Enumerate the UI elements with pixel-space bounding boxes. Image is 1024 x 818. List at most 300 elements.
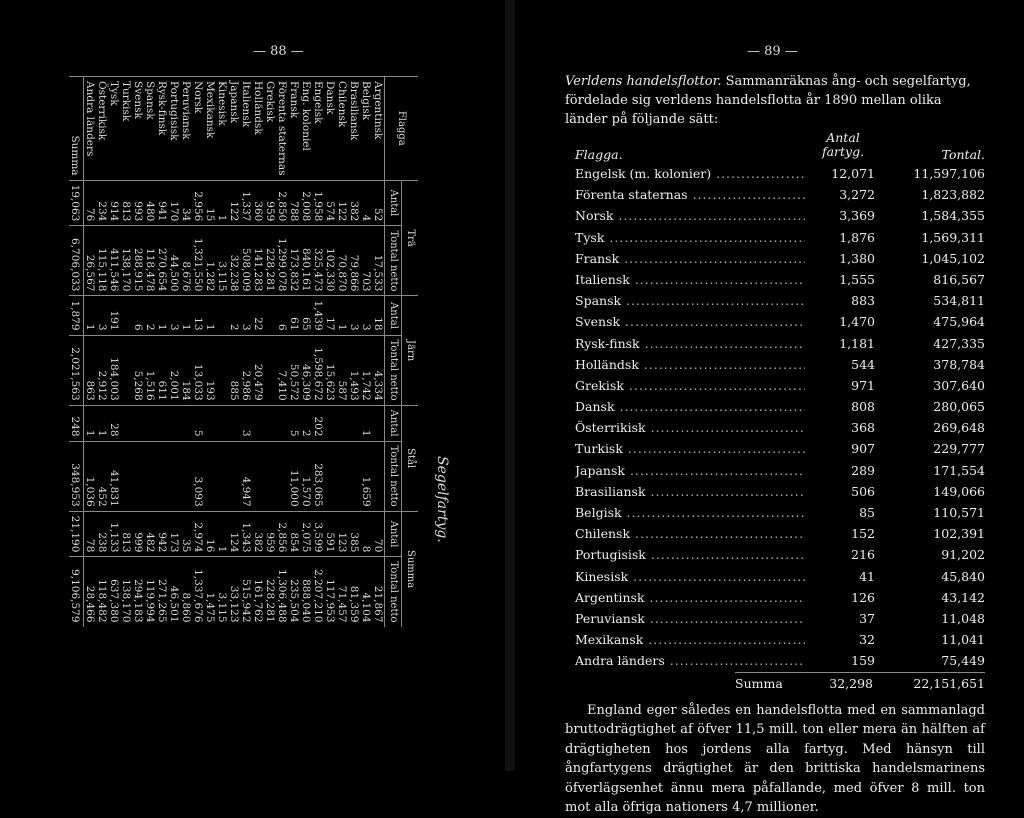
row-cell: 8,676 [180, 226, 192, 296]
row-cell: 4 [360, 180, 372, 226]
col-antal: Antal fartyg. [821, 130, 865, 159]
list-item-antal: 971 [813, 375, 875, 396]
row-cell [168, 441, 180, 511]
row-cell: 117,953 [324, 557, 336, 627]
row-cell: 270,654 [156, 226, 168, 296]
row-cell: 1 [156, 296, 168, 335]
row-cell: 508,009 [240, 226, 252, 296]
row-cell: 2 [300, 405, 312, 441]
list-item-flag: Italiensk ..... [575, 269, 805, 290]
row-cell [120, 441, 132, 511]
row-cell: 238 [96, 511, 108, 557]
row-flag: Fransk [288, 77, 300, 181]
list-item-flag: Norsk ..... [575, 205, 805, 226]
sum-label: Summa [735, 675, 783, 691]
row-cell: 1,958 [312, 180, 324, 226]
row-cell: 44,500 [168, 226, 180, 296]
row-cell [180, 441, 192, 511]
row-cell: 15,623 [324, 335, 336, 405]
row-cell: 703 [360, 226, 372, 296]
row-cell: 184,003 [108, 335, 120, 405]
list-item-tontal: 280,065 [933, 399, 985, 415]
row-cell: 637,380 [108, 557, 120, 627]
row-cell: 382 [348, 180, 360, 226]
fleet-list [565, 163, 985, 672]
right-page [515, 0, 1024, 815]
list-item-antal: 126 [813, 587, 875, 608]
sum-antal: 32,298 [829, 675, 873, 691]
row-cell: 46,501 [168, 557, 180, 627]
list-item-flag: Japansk ..... [575, 460, 805, 481]
row-cell: 1,133 [108, 511, 120, 557]
list-item-tontal: 534,811 [933, 293, 985, 309]
row-cell: 3 [348, 296, 360, 335]
list-item-tontal: 378,784 [933, 356, 985, 372]
list-item-tontal: 475,964 [933, 314, 985, 330]
list-item-flag: Dansk ..... [575, 396, 805, 417]
row-cell: 46,309 [300, 335, 312, 405]
row-cell [144, 441, 156, 511]
rotated-table [58, 76, 458, 756]
sum-cell: 6,706,033 [69, 226, 84, 296]
rotated-table-container [58, 76, 528, 623]
row-cell: 993 [132, 180, 144, 226]
row-cell: 2,912 [96, 335, 108, 405]
list-item [565, 290, 985, 311]
col-tontal: Tontal. [941, 147, 985, 162]
row-flag: Mexikansk [204, 77, 216, 181]
row-flag: Belgisk [360, 77, 372, 181]
row-cell: 1,306,488 [276, 557, 288, 627]
list-item-antal: 1,181 [813, 333, 875, 354]
row-cell: 76 [84, 180, 97, 226]
list-item-flag: Spansk ..... [575, 290, 805, 311]
row-cell: 7,410 [276, 335, 288, 405]
row-cell: 173 [168, 511, 180, 557]
row-cell: 3,115 [216, 557, 228, 627]
row-cell: 235,504 [288, 557, 300, 627]
list-item-antal: 1,876 [813, 227, 875, 248]
row-cell: 20,479 [252, 335, 264, 405]
list-item-tontal: 110,571 [933, 505, 985, 520]
sum-cell: 1,879 [69, 296, 84, 335]
page-number: — 89 — [747, 44, 798, 59]
list-item-antal: 289 [813, 460, 875, 481]
list-item-flag: Kinesisk ..... [575, 566, 805, 587]
row-cell: 325,473 [312, 226, 324, 296]
list-item [565, 629, 985, 650]
table-row [372, 77, 385, 627]
list-item [565, 163, 985, 184]
list-item [565, 311, 985, 332]
row-cell [264, 296, 276, 335]
row-cell [156, 405, 168, 441]
row-cell: 959 [264, 180, 276, 226]
row-cell: 1,321,550 [192, 226, 204, 296]
list-item-antal: 41 [813, 566, 875, 587]
list-item-tontal: 43,142 [941, 589, 985, 605]
row-cell: 1 [84, 405, 97, 441]
row-cell [336, 441, 348, 511]
list-item-tontal: 229,777 [933, 441, 985, 457]
list-item-flag: Brasiliansk ..... [575, 481, 805, 502]
header-steel: Stål [402, 405, 419, 511]
list-item [565, 417, 985, 438]
row-cell: 118,482 [96, 557, 108, 627]
row-cell: 1 [216, 511, 228, 557]
row-cell: 3 [96, 296, 108, 335]
row-cell: 1,493 [348, 335, 360, 405]
table-row [252, 77, 264, 627]
body-paragraph: England eger således en handelsflotta med en sammanlagd bruttodrägtighet af öfver 11,5 mill. ton eller mera än hälften af drägtigheten hos jordens alla fartyg. Med hänsyn till ångfartygens drägtighet är den brittiska handelsmarinens öfverlägsenhet ännu mera påfallande, med öfver 8 mill. ton mot alla öfriga nationers 4,7 millioner. [565, 702, 985, 815]
row-cell: 70,870 [336, 226, 348, 296]
row-cell: 34 [180, 180, 192, 226]
sum-row [735, 672, 985, 695]
row-cell: 35 [180, 511, 192, 557]
row-cell: 1,659 [360, 441, 372, 511]
row-cell: 138,170 [120, 557, 132, 627]
row-cell: 2 [228, 296, 240, 335]
intro-text: Sammanräknas ång- och segelfartyg, fördelade sig verldens handelsflotta år 1890 mellan olika länder på följande sätt: [565, 74, 971, 127]
row-cell: 587 [336, 335, 348, 405]
list-item-tontal: 91,202 [941, 547, 985, 563]
list-item [565, 248, 985, 269]
row-cell: 2 [144, 296, 156, 335]
row-cell: 170 [168, 180, 180, 226]
row-cell: 294,183 [132, 557, 144, 627]
list-item-tontal: 1,045,102 [921, 250, 985, 266]
list-item [565, 205, 985, 226]
list-item-tontal: 11,597,106 [913, 166, 985, 181]
list-item-tontal: 45,840 [941, 568, 985, 584]
row-flag: Förenta staternas [276, 77, 288, 181]
row-cell: 942 [156, 511, 168, 557]
header-tonnage: Tontal netto [385, 441, 402, 511]
row-flag: Kinesisk [216, 77, 228, 181]
list-item-tontal: 102,391 [933, 526, 985, 542]
list-item-tontal: 1,569,311 [921, 229, 985, 245]
list-item [565, 523, 985, 544]
row-cell: 3 [168, 296, 180, 335]
table-body [69, 77, 385, 627]
row-cell [228, 405, 240, 441]
row-cell: 234 [96, 180, 108, 226]
list-item-antal: 506 [813, 481, 875, 502]
row-cell: 70 [372, 511, 385, 557]
row-flag: Japansk [228, 77, 240, 181]
row-flag: Rysk-finsk [156, 77, 168, 181]
row-cell: 6 [132, 296, 144, 335]
table-row [324, 77, 336, 627]
list-item-flag: Andra länders ..... [575, 650, 805, 671]
row-cell: 1 [216, 180, 228, 226]
row-cell: 21,867 [372, 557, 385, 627]
row-cell: 3,093 [192, 441, 204, 511]
row-cell [144, 405, 156, 441]
list-item [565, 438, 985, 459]
row-cell: 1,742 [360, 335, 372, 405]
row-cell: 1 [180, 296, 192, 335]
list-item [565, 460, 985, 481]
row-cell [216, 296, 228, 335]
list-item-flag: Holländsk ..... [575, 354, 805, 375]
row-cell [336, 405, 348, 441]
row-cell [120, 405, 132, 441]
header-antal: Antal [385, 511, 402, 557]
list-item-flag: Turkisk ..... [575, 438, 805, 459]
row-cell [264, 441, 276, 511]
row-cell: 191 [108, 296, 120, 335]
list-item-antal: 1,380 [813, 248, 875, 269]
row-cell: 18 [372, 296, 385, 335]
list-item [565, 502, 985, 523]
row-cell: 452 [96, 441, 108, 511]
row-cell: 65 [300, 296, 312, 335]
list-item-flag: Rysk-finsk ..... [575, 333, 805, 354]
list-item-antal: 152 [813, 523, 875, 544]
list-item-antal: 368 [813, 417, 875, 438]
row-cell: 4,947 [240, 441, 252, 511]
row-cell: 202 [312, 405, 324, 441]
row-cell: 5 [192, 405, 204, 441]
row-cell: 2,850 [276, 180, 288, 226]
book-gutter [505, 0, 515, 771]
sailing-ship-table [69, 76, 418, 627]
list-item-antal: 1,555 [813, 269, 875, 290]
list-item-tontal: 11,048 [941, 610, 985, 626]
row-cell: 50,572 [288, 335, 300, 405]
list-item-flag: Mexikansk ..... [575, 629, 805, 650]
list-item-flag: Svensk ..... [575, 311, 805, 332]
row-cell: 13 [192, 296, 204, 335]
row-cell: 840,161 [300, 226, 312, 296]
table-row [264, 77, 276, 627]
table-row [240, 77, 252, 627]
list-item-tontal: 427,335 [933, 335, 985, 351]
row-cell: 1,570 [300, 441, 312, 511]
row-cell: 122 [336, 180, 348, 226]
row-cell: 119,994 [144, 557, 156, 627]
row-cell: 141,283 [252, 226, 264, 296]
row-cell: 2,974 [192, 511, 204, 557]
row-cell [324, 441, 336, 511]
sum-cell: 2,021,563 [69, 335, 84, 405]
row-cell: 1,475 [204, 557, 216, 627]
list-item-flag: Engelsk (m. kolonier) ..... [575, 163, 805, 184]
header-tonnage: Tontal netto [385, 557, 402, 627]
list-item-flag: Argentinsk ..... [575, 587, 805, 608]
row-cell: 2,001 [168, 335, 180, 405]
row-cell: 611 [156, 335, 168, 405]
header-flag: Flagga [385, 77, 419, 181]
list-item-flag: Fransk ..... [575, 248, 805, 269]
row-cell: 385 [348, 511, 360, 557]
row-cell: 1,337 [240, 180, 252, 226]
list-item [565, 227, 985, 248]
row-cell: 854 [288, 511, 300, 557]
row-cell: 61 [288, 296, 300, 335]
row-cell: 271,265 [156, 557, 168, 627]
list-item-antal: 544 [813, 354, 875, 375]
header-wood: Trä [402, 180, 419, 296]
table-row [276, 77, 288, 627]
list-item [565, 650, 985, 671]
list-item-flag: Chilensk ..... [575, 523, 805, 544]
row-cell: 123 [336, 511, 348, 557]
row-cell: 17,533 [372, 226, 385, 296]
row-cell: 1,299,078 [276, 226, 288, 296]
row-cell: 914 [108, 180, 120, 226]
row-cell [120, 296, 132, 335]
row-cell: 41,831 [108, 441, 120, 511]
table-row [204, 77, 216, 627]
row-flag: Brasiliansk [348, 77, 360, 181]
row-flag: Tysk [108, 77, 120, 181]
row-cell: 11,000 [288, 441, 300, 511]
sum-cell: 348,953 [69, 441, 84, 511]
row-cell: 228,281 [264, 557, 276, 627]
table-row [180, 77, 192, 627]
list-item [565, 396, 985, 417]
row-cell [276, 405, 288, 441]
row-cell: 480 [144, 180, 156, 226]
row-cell [372, 405, 385, 441]
table-row [216, 77, 228, 627]
table-row [300, 77, 312, 627]
list-item-tontal: 11,041 [941, 632, 985, 648]
list-item [565, 269, 985, 290]
table-row [360, 77, 372, 627]
row-cell: 1,439 [312, 296, 324, 335]
row-cell: 15 [204, 180, 216, 226]
row-cell: 32,238 [228, 226, 240, 296]
list-item-tontal: 1,823,882 [921, 187, 985, 203]
row-cell [216, 405, 228, 441]
row-cell: 283,065 [312, 441, 324, 511]
row-cell: 1,337,676 [192, 557, 204, 627]
row-cell [120, 335, 132, 405]
row-cell: 515,942 [240, 557, 252, 627]
row-cell: 288,915 [132, 226, 144, 296]
header-antal: Antal [385, 296, 402, 335]
table-row [228, 77, 240, 627]
row-cell: 124 [228, 511, 240, 557]
row-cell: 941 [156, 180, 168, 226]
row-cell: 2,956 [192, 180, 204, 226]
list-item-tontal: 1,584,355 [921, 208, 985, 224]
sum-cell: 9,106,579 [69, 557, 84, 627]
row-cell: 813 [120, 511, 132, 557]
row-cell [264, 405, 276, 441]
row-flag: Eng. koloniel [300, 77, 312, 181]
row-cell: 3,115 [216, 226, 228, 296]
row-flag: Dansk [324, 77, 336, 181]
row-cell: 8,860 [180, 557, 192, 627]
row-cell: 1 [204, 296, 216, 335]
row-cell: 115,118 [96, 226, 108, 296]
sum-cell: 19,063 [69, 180, 84, 226]
list-item-tontal: 307,640 [933, 377, 985, 393]
row-cell: 1,036 [84, 441, 97, 511]
row-cell: 5,268 [132, 335, 144, 405]
list-item [565, 481, 985, 502]
row-cell: 2,207,210 [312, 557, 324, 627]
row-flag: Spansk [144, 77, 156, 181]
row-cell: 1 [96, 405, 108, 441]
row-flag: Engelsk [312, 77, 324, 181]
header-antal: Antal [385, 180, 402, 226]
row-cell: 1,282 [204, 226, 216, 296]
row-cell: 52 [372, 180, 385, 226]
row-cell [180, 405, 192, 441]
table-row [156, 77, 168, 627]
table-row [192, 77, 204, 627]
table-row [132, 77, 144, 627]
list-item-tontal: 171,554 [933, 462, 985, 478]
row-cell [216, 441, 228, 511]
intro-paragraph [565, 72, 985, 129]
list-item-antal: 883 [813, 290, 875, 311]
col-flag: Flagga. [575, 147, 623, 162]
list-item-antal: 3,369 [813, 205, 875, 226]
row-cell: 2,008 [300, 180, 312, 226]
table-row [168, 77, 180, 627]
sum-cell: 21,190 [69, 511, 84, 557]
row-cell: 1 [84, 296, 97, 335]
list-header [565, 129, 985, 163]
table-row [96, 77, 108, 627]
list-item [565, 566, 985, 587]
table-row [288, 77, 300, 627]
row-cell: 4,334 [372, 335, 385, 405]
row-flag: Argentinsk [372, 77, 385, 181]
row-cell: 1 [336, 296, 348, 335]
list-item [565, 375, 985, 396]
row-cell: 591 [324, 511, 336, 557]
row-cell: 1,343 [240, 511, 252, 557]
row-cell: 888,040 [300, 557, 312, 627]
list-item [565, 587, 985, 608]
sum-cell: 248 [69, 405, 84, 441]
list-item-flag: Österrikisk ..... [575, 417, 805, 438]
row-cell: 360 [252, 180, 264, 226]
row-cell [264, 335, 276, 405]
table-row [144, 77, 156, 627]
list-item [565, 608, 985, 629]
list-item-flag: Portugisisk ..... [575, 544, 805, 565]
row-cell: 184 [180, 335, 192, 405]
row-cell [168, 405, 180, 441]
list-item-flag: Tysk ..... [575, 227, 805, 248]
row-cell: 17 [324, 296, 336, 335]
table-sum-row [69, 77, 84, 627]
row-cell [204, 441, 216, 511]
row-cell: 2,075 [300, 511, 312, 557]
table-row [312, 77, 324, 627]
row-cell: 4,104 [360, 557, 372, 627]
sum-tontal: 22,151,651 [913, 675, 985, 691]
list-item-flag: Peruviansk ..... [575, 608, 805, 629]
list-item-flag: Grekisk ..... [575, 375, 805, 396]
row-cell: 138,170 [120, 226, 132, 296]
row-flag: Italiensk [240, 77, 252, 181]
row-cell: 885 [228, 335, 240, 405]
row-cell: 382 [252, 511, 264, 557]
row-cell [132, 405, 144, 441]
header-tonnage: Tontal netto [385, 335, 402, 405]
list-item-flag: Belgisk ..... [575, 502, 805, 523]
row-cell: 78 [84, 511, 97, 557]
